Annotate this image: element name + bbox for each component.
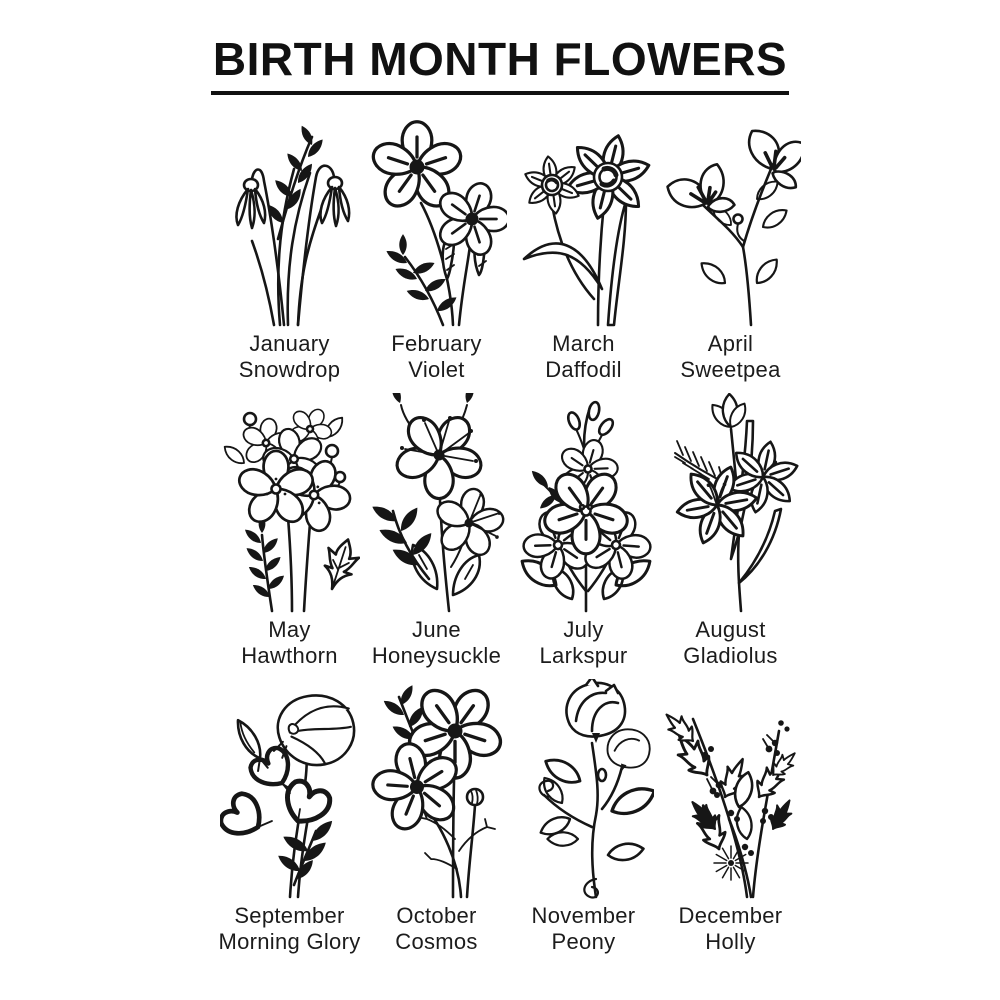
flower-grid — [216, 107, 804, 955]
month-label: March — [552, 331, 615, 356]
month-label: October — [396, 903, 477, 928]
month-cell — [216, 393, 363, 669]
page-title: BIRTH MONTH FLOWERS — [211, 36, 789, 95]
flower-label: Larkspur — [539, 643, 628, 668]
month-label: January — [249, 331, 330, 356]
hawthorn-illustration — [220, 393, 360, 615]
month-cell — [363, 393, 510, 669]
caption — [679, 903, 783, 955]
month-cell — [657, 107, 804, 383]
month-cell — [363, 107, 510, 383]
violet-illustration — [367, 107, 507, 329]
month-label: May — [268, 617, 311, 642]
month-cell — [216, 679, 363, 955]
month-cell — [657, 393, 804, 669]
caption — [532, 903, 636, 955]
holly-illustration — [661, 679, 801, 901]
flower-label: Snowdrop — [238, 357, 341, 382]
flower-label: Peony — [551, 929, 616, 954]
month-cell — [510, 679, 657, 955]
caption — [545, 331, 622, 383]
month-label: November — [531, 903, 636, 928]
honeysuckle-illustration — [367, 393, 507, 615]
month-cell — [216, 107, 363, 383]
month-label: February — [391, 331, 482, 356]
caption — [239, 331, 340, 383]
morning-glory-illustration — [220, 679, 360, 901]
caption — [683, 617, 777, 669]
month-label: December — [678, 903, 783, 928]
flower-label: Morning Glory — [218, 929, 361, 954]
month-label: August — [695, 617, 766, 642]
flower-label: Hawthorn — [241, 643, 338, 668]
cosmos-illustration — [367, 679, 507, 901]
peony-illustration — [514, 679, 654, 901]
month-cell — [657, 679, 804, 955]
month-cell — [363, 679, 510, 955]
caption — [395, 903, 478, 955]
caption — [218, 903, 360, 955]
flower-label: Honeysuckle — [371, 643, 502, 668]
caption — [391, 331, 481, 383]
caption — [540, 617, 628, 669]
month-cell — [510, 107, 657, 383]
sweetpea-illustration — [661, 107, 801, 329]
flower-label: Holly — [705, 929, 756, 954]
flower-label: Sweetpea — [680, 357, 781, 382]
flower-label: Cosmos — [395, 929, 478, 954]
daffodil-illustration — [514, 107, 654, 329]
gladiolus-illustration — [661, 393, 801, 615]
flower-label: Daffodil — [545, 357, 622, 382]
caption — [372, 617, 501, 669]
flower-label: Violet — [408, 357, 465, 382]
caption — [680, 331, 780, 383]
larkspur-illustration — [514, 393, 654, 615]
caption — [241, 617, 338, 669]
month-cell — [510, 393, 657, 669]
month-label: April — [707, 331, 754, 356]
month-label: June — [412, 617, 461, 642]
month-label: July — [563, 617, 604, 642]
title-section — [0, 0, 1000, 95]
snowdrop-illustration — [220, 107, 360, 329]
flower-label: Gladiolus — [683, 643, 778, 668]
month-label: September — [234, 903, 345, 928]
